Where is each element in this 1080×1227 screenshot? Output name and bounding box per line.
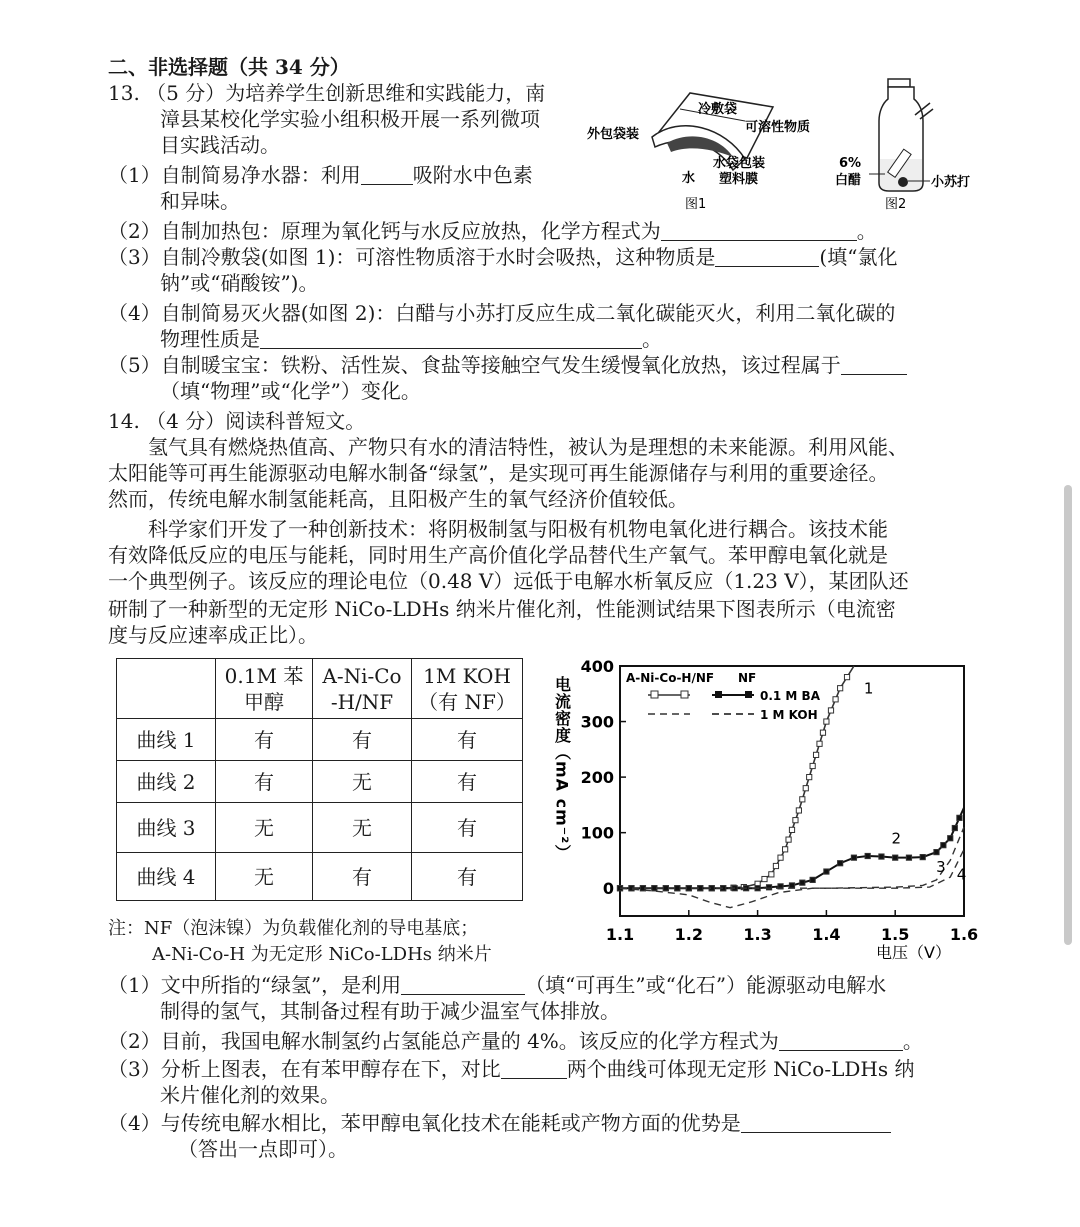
q14-para1-line3: 然而，传统电解水制氢能耗高，且阳极产生的氧气经济价值较低。 bbox=[108, 487, 688, 511]
series-1-point bbox=[844, 675, 849, 680]
table-note-line2: A-Ni-Co-H 为无定形 NiCo-LDHs 纳米片 bbox=[152, 944, 492, 965]
q13-part2-text: （2）自制加热包：原理为氧化钙与水反应放热，化学方程式为 bbox=[108, 219, 661, 243]
q13-part1 bbox=[108, 162, 533, 188]
q13-part3-text2: (填“氯化 bbox=[819, 245, 898, 269]
y-tick-label: 200 bbox=[580, 768, 614, 788]
series-2-point bbox=[675, 886, 680, 891]
q13-part2 bbox=[108, 218, 877, 244]
q14-para1-line1: 氢气具有燃烧热值高、产物只有水的清洁特性，被认为是理想的未来能源。利用风能、 bbox=[148, 435, 908, 459]
q14-q4 bbox=[108, 1110, 891, 1136]
legend-header-1: A-Ni-Co-H/NF bbox=[626, 671, 715, 685]
q14-q2-blank[interactable] bbox=[779, 1030, 903, 1051]
y-tick-label: 0 bbox=[602, 879, 614, 899]
series-1-point bbox=[817, 741, 822, 746]
q13-intro-line2: 漳县某校化学实验小组积极开展一系列微项 bbox=[160, 107, 540, 131]
series-1-point bbox=[800, 797, 805, 802]
chart-plot-frame bbox=[620, 666, 964, 916]
q14-q1-blank[interactable] bbox=[401, 974, 525, 995]
q13-part5-blank[interactable] bbox=[841, 354, 907, 375]
series-1-point bbox=[778, 855, 783, 860]
fig1-outer-label: 外包袋装 bbox=[587, 127, 640, 142]
q13-part4-blank[interactable] bbox=[260, 328, 642, 349]
series-label-4: 4 bbox=[956, 865, 967, 884]
fig2-soda-label: 小苏打 bbox=[931, 175, 971, 190]
table-cell: 无 bbox=[216, 853, 313, 901]
table-cell: 有 bbox=[412, 853, 523, 901]
series-1-point bbox=[783, 847, 788, 852]
fig1-soluble-label: 可溶性物质 bbox=[745, 120, 811, 135]
x-tick-label: 1.5 bbox=[881, 925, 910, 944]
q13-part4-text: 物理性质是 bbox=[160, 327, 260, 351]
legend-row2-label: 1 M KOH bbox=[760, 708, 818, 722]
fig1-film-label1: 水袋包装 bbox=[713, 156, 766, 171]
row-label: 曲线 2 bbox=[117, 761, 216, 803]
chart-xlabel: 电压（V） bbox=[876, 943, 951, 962]
series-1-point bbox=[762, 876, 767, 881]
x-tick-label: 1.1 bbox=[605, 925, 635, 944]
q14-para2-line2: 有效降低反应的电压与能耗，同时用生产高价值化学品替代生产氧气。苯甲醇电氧化就是 bbox=[108, 543, 888, 567]
series-2-point bbox=[789, 883, 794, 888]
fig1-caption: 图1 bbox=[685, 197, 707, 212]
q14-q3-text2: 两个曲线可体现无定形 NiCo-LDHs 纳 bbox=[566, 1057, 915, 1081]
figures-panel bbox=[585, 75, 985, 215]
table-cell: 有 bbox=[412, 761, 523, 803]
q14-q1-line2: 制得的氢气，其制备过程有助于减少温室气体排放。 bbox=[160, 999, 620, 1023]
legend-ba-open bbox=[648, 691, 690, 698]
q14-para2-line3: 一个典型例子。该反应的理论电位（0.48 V）远低于电解水析氧反应（1.23 V），某团队还 bbox=[108, 569, 909, 593]
table-cell: 无 bbox=[216, 803, 313, 853]
table-corner-cell bbox=[117, 659, 216, 719]
series-1-point bbox=[813, 752, 818, 757]
legend-row1-label: 0.1 M BA bbox=[760, 689, 820, 703]
series-label-2: 2 bbox=[891, 829, 901, 848]
series-1-point bbox=[789, 827, 794, 832]
q14-para2-line1: 科学家们开发了一种创新技术：将阴极制氢与阳极有机物电氧化进行耦合。该技术能 bbox=[148, 517, 888, 541]
series-1-point bbox=[773, 863, 778, 868]
q13-part5-line2: （填“物理”或“化学”）变化。 bbox=[160, 379, 421, 403]
series-2-point bbox=[893, 855, 898, 860]
series-1-point bbox=[820, 730, 825, 735]
series-2-point bbox=[851, 855, 856, 860]
series-1-point bbox=[807, 775, 812, 780]
x-tick-label: 1.2 bbox=[674, 925, 703, 944]
q14-q1-text: （1）文中所指的“绿氢”，是利用 bbox=[108, 973, 402, 997]
series-1-point bbox=[838, 686, 843, 691]
table-header-catalyst: A-Ni-Co -H/NF bbox=[313, 659, 412, 719]
series-2-point bbox=[906, 855, 911, 860]
series-1-point bbox=[793, 818, 798, 823]
table-cell: 有 bbox=[313, 853, 412, 901]
series-2-point bbox=[941, 843, 946, 848]
q14-q2 bbox=[108, 1028, 923, 1054]
series-2-point bbox=[948, 836, 953, 841]
series-2-point bbox=[800, 880, 805, 885]
table-cell: 无 bbox=[313, 803, 412, 853]
fig1-bag-label: 冷敷袋 bbox=[698, 102, 738, 117]
q13-part4: （4）自制简易灭火器(如图 2)：白醋与小苏打反应生成二氧化碳能灭火，利用二氧化碳的 bbox=[108, 301, 896, 325]
q14-q3-line2: 米片催化剂的效果。 bbox=[160, 1083, 340, 1107]
series-1-point bbox=[796, 808, 801, 813]
table-cell: 有 bbox=[313, 719, 412, 761]
series-2-point bbox=[663, 886, 668, 891]
q14-q4-text: （4）与传统电解水相比，苯甲醇电氧化技术在能耗或产物方面的优势是 bbox=[108, 1111, 741, 1135]
q13-part5 bbox=[108, 352, 907, 378]
y-tick-label: 100 bbox=[580, 823, 614, 843]
legend-header-2: NF bbox=[738, 671, 757, 685]
q13-part2-end: 。 bbox=[856, 219, 877, 243]
table-cell: 有 bbox=[216, 719, 313, 761]
fig1-water-label: 水 bbox=[682, 171, 696, 186]
fig2-vinegar-label: 白醋 bbox=[835, 173, 862, 188]
section-title: 二、非选择题（共 34 分） bbox=[108, 55, 350, 79]
q14-q3-text: （3）分析上图表，在有苯甲醇存在下，对比 bbox=[108, 1057, 501, 1081]
q13-part1-line2: 和异味。 bbox=[160, 189, 240, 213]
x-tick-label: 1.3 bbox=[743, 925, 772, 944]
series-1-point bbox=[803, 786, 808, 791]
q14-para2-line5: 度与反应速率成正比）。 bbox=[108, 623, 318, 647]
q14-head: 14. （4 分）阅读科普短文。 bbox=[108, 409, 366, 433]
q13-part4-end: 。 bbox=[642, 327, 662, 351]
q14-q4-line2: （答出一点即可）。 bbox=[178, 1137, 348, 1161]
q13-part4-line2 bbox=[160, 326, 662, 352]
y-tick-label: 400 bbox=[580, 657, 614, 676]
q13-part1-text: （1）自制简易净水器：利用 bbox=[108, 163, 361, 187]
row-label: 曲线 3 bbox=[117, 803, 216, 853]
table-cell: 有 bbox=[412, 719, 523, 761]
current-density-chart bbox=[548, 656, 978, 968]
q14-q1-text2: （填“可再生”或“化石”）能源驱动电解水 bbox=[525, 973, 887, 997]
series-1-point bbox=[769, 872, 774, 877]
table-cell: 无 bbox=[313, 761, 412, 803]
vertical-scrollbar[interactable] bbox=[1064, 485, 1072, 945]
series-1-point bbox=[786, 837, 791, 842]
series-2-point bbox=[920, 855, 925, 860]
series-2-point bbox=[952, 825, 957, 830]
series-2-point bbox=[934, 850, 939, 855]
table-row bbox=[117, 761, 523, 803]
table-note-line1: 注：NF（泡沫镍）为负载催化剂的导电基底； bbox=[108, 918, 479, 939]
series-2-point bbox=[865, 853, 870, 858]
q13-part1-blank[interactable] bbox=[361, 164, 413, 185]
table-row bbox=[117, 719, 523, 761]
series-2-point bbox=[957, 815, 962, 820]
series-2-point bbox=[810, 877, 815, 882]
q13-intro-line3: 目实践活动。 bbox=[160, 133, 280, 157]
series-2-point bbox=[879, 854, 884, 859]
table-row bbox=[117, 853, 523, 901]
bottle-figure bbox=[869, 79, 933, 191]
q13-part3 bbox=[108, 244, 897, 270]
condition-table bbox=[116, 658, 523, 901]
series-label-3: 3 bbox=[936, 858, 946, 877]
series-1-point bbox=[824, 719, 829, 724]
q14-q2-text: （2）目前，我国电解水制氢约占氢能总产量的 4%。该反应的化学方程式为 bbox=[108, 1029, 779, 1053]
chart-ylabel: 电流密度（mA cm⁻²） bbox=[552, 676, 572, 862]
q13-intro-line1: 13. （5 分）为培养学生创新思维和实践能力，南 bbox=[108, 81, 546, 105]
q13-part2-blank[interactable] bbox=[661, 220, 857, 241]
q13-part3-line2: 钠”或“硝酸铵”)。 bbox=[160, 271, 319, 295]
q14-q4-blank[interactable] bbox=[741, 1112, 891, 1133]
q14-para2-line4: 研制了一种新型的无定形 NiCo-LDHs 纳米片催化剂，性能测试结果下图表所示（电流密 bbox=[108, 597, 896, 621]
fig1-film-label2: 塑料膜 bbox=[719, 172, 759, 187]
table-header-benzyl-alcohol: 0.1M 苯 甲醇 bbox=[216, 659, 313, 719]
series-line-2 bbox=[620, 808, 964, 889]
q13-part3-blank[interactable] bbox=[715, 246, 819, 267]
table-cell: 有 bbox=[216, 761, 313, 803]
table-header-koh: 1M KOH （有 NF） bbox=[412, 659, 523, 719]
q14-para1-line2: 太阳能等可再生能源驱动电解水制备“绿氢”，是实现可再生能源储存与利用的重要途径。 bbox=[108, 461, 889, 485]
series-2-point bbox=[838, 861, 843, 866]
q13-part1-text2: 吸附水中色素 bbox=[412, 163, 533, 187]
series-1-point bbox=[833, 697, 838, 702]
row-label: 曲线 1 bbox=[117, 719, 216, 761]
row-label: 曲线 4 bbox=[117, 853, 216, 901]
series-2-point bbox=[824, 869, 829, 874]
y-tick-label: 300 bbox=[580, 712, 614, 732]
q13-part5-text: （5）自制暖宝宝：铁粉、活性炭、食盐等接触空气发生缓慢氧化放热，该过程属于 bbox=[108, 353, 841, 377]
table-row bbox=[117, 803, 523, 853]
q14-q3 bbox=[108, 1056, 914, 1082]
fig2-caption: 图2 bbox=[885, 197, 907, 212]
series-1-point bbox=[828, 708, 833, 713]
q14-q2-end: 。 bbox=[902, 1029, 923, 1053]
series-label-1: 1 bbox=[863, 679, 874, 698]
x-tick-label: 1.6 bbox=[949, 925, 978, 944]
series-2-point bbox=[766, 885, 771, 890]
legend-ba-filled bbox=[712, 691, 754, 698]
q14-q1 bbox=[108, 972, 886, 998]
fig2-pct-label: 6% bbox=[839, 156, 862, 171]
x-tick-label: 1.4 bbox=[812, 925, 841, 944]
series-1-point bbox=[810, 763, 815, 768]
table-cell: 有 bbox=[412, 803, 523, 853]
q14-q3-blank[interactable] bbox=[501, 1058, 567, 1079]
q13-part3-text: （3）自制冷敷袋(如图 1)：可溶性物质溶于水时会吸热，这种物质是 bbox=[108, 245, 716, 269]
